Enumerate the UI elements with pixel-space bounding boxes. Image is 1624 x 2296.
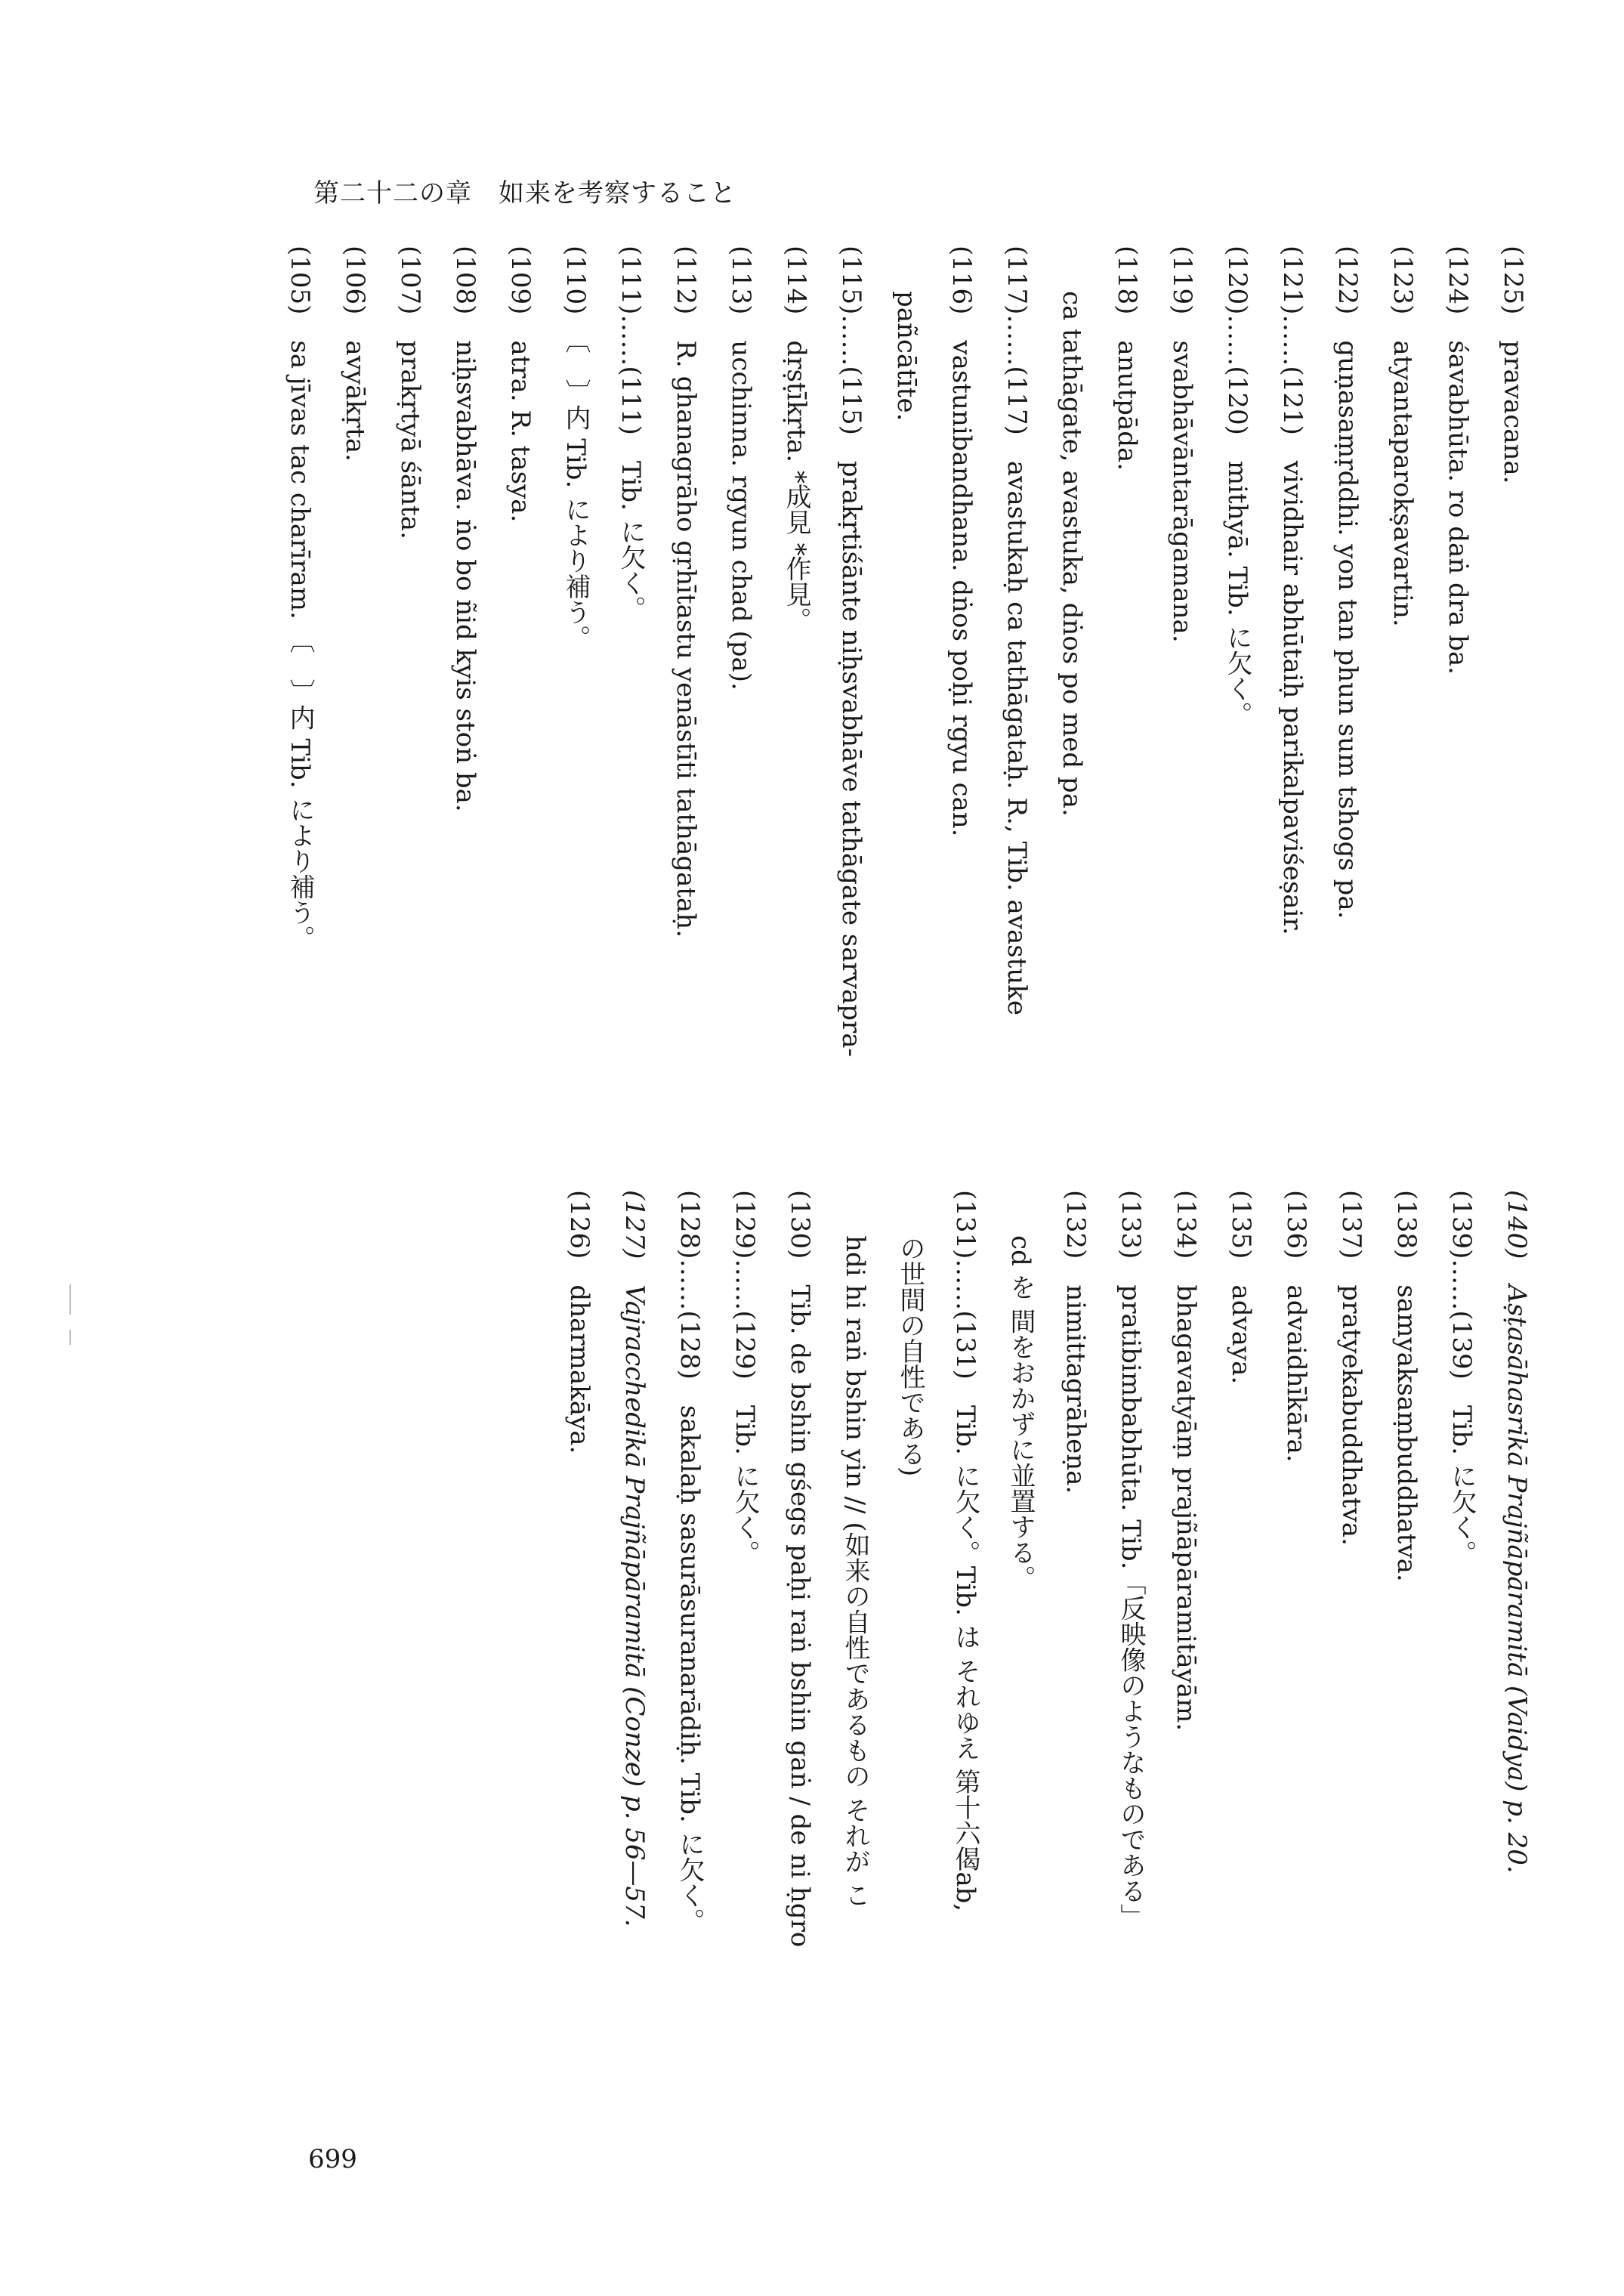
note-line: (127) Vajracchedikā Prajñāpāramitā (Conze) p. 56—57. bbox=[619, 1190, 650, 1927]
note-line: (125) pravacana. bbox=[1498, 246, 1528, 484]
note-line: (114) dṛṣṭīkṛta. *成見 *作見。 bbox=[781, 246, 811, 633]
page-number: 699 bbox=[308, 2144, 357, 2174]
note-line-continuation: pañcātīte. bbox=[891, 291, 922, 422]
note-line-continuation: ca tathāgate, avastuka, dṅos po med pa. bbox=[1057, 291, 1087, 817]
note-line: (126) dharmakāya. bbox=[564, 1190, 594, 1454]
note-line: (107) prakṛtyā śānta. bbox=[395, 246, 425, 539]
chapter-header: 第二十二の章 如来を考察すること bbox=[313, 178, 736, 209]
note-line: (123) atyantaparokṣavartin. bbox=[1388, 246, 1418, 627]
note-line: (121)……(121) vividhair abhūtaiḥ parikalpaviśeṣair. bbox=[1277, 246, 1308, 935]
note-line: (109) atra. R. tasya. bbox=[505, 246, 536, 523]
note-line-continuation: cd を 間をおかずに並置する。 bbox=[1005, 1235, 1036, 1591]
note-line: (122) guṇasaṃṛddhi. yon tan phun sum tshogs pa. bbox=[1332, 246, 1363, 919]
note-line: (124) śavabhūta. ro daṅ dra ba. bbox=[1443, 246, 1473, 675]
note-line: (119) svabhāvāntarāgamana. bbox=[1167, 246, 1197, 643]
notes-block-bottom bbox=[551, 1190, 1544, 2248]
note-line: (135) advaya. bbox=[1226, 1190, 1256, 1385]
note-line: (113) ucchinna. rgyun chad (pa). bbox=[726, 246, 756, 691]
note-line: (138) samyaksaṃbuddhatva. bbox=[1391, 1190, 1422, 1582]
note-line: (128)……(128) sakalaḥ sasurāsuranarādiḥ. Tib. に欠く。 bbox=[675, 1190, 705, 1934]
note-line: (129)……(129) Tib. に欠く。 bbox=[730, 1190, 760, 1566]
note-line: (118) anutpāda. bbox=[1112, 246, 1142, 471]
note-line: (116) vastunibandhana. dṅos poḥi rgyu can. bbox=[946, 246, 977, 837]
note-line: (132) nimittagrāheṇa. bbox=[1061, 1190, 1091, 1494]
note-line: (120)……(120) mithyā. Tib. に欠く。 bbox=[1222, 246, 1252, 728]
note-line: (133) pratibimbabhūta. Tib.「反映像のようなものである」 bbox=[1116, 1190, 1146, 1930]
note-line: (130) Tib. de bshin gśegs paḥi raṅ bshin gaṅ / de ni ḥgro bbox=[785, 1190, 815, 1948]
note-line: (111)……(111) Tib. に欠く。 bbox=[616, 246, 646, 622]
note-line: (139)……(139) Tib. に欠く。 bbox=[1446, 1190, 1477, 1566]
note-line-continuation: hdi hi raṅ bshin yin // (如来の自性であるもの それが こ bbox=[840, 1235, 870, 1908]
note-line: (112) R. ghanagrāho gṛhītastu yenāstīti tathāgataḥ. bbox=[671, 246, 701, 938]
scan-mark bbox=[69, 1330, 71, 1345]
note-line: (117)……(117) avastukaḥ ca tathāgataḥ. R., Tib. avastuke bbox=[1002, 246, 1032, 1015]
note-line: (131)……(131) Tib. に欠く。Tib. は それゆえ 第十六偈ab, bbox=[950, 1190, 980, 1912]
note-line: (136) advaidhīkāra. bbox=[1281, 1190, 1311, 1463]
note-line: (140) Aṣṭasāhasrikā Prajñāpāramitā (Vaidya) p. 20. bbox=[1502, 1190, 1532, 1874]
scan-mark bbox=[69, 1284, 71, 1315]
notes-block-top bbox=[272, 246, 1540, 1281]
note-line: (137) pratyekabuddhatva. bbox=[1336, 1190, 1366, 1546]
note-line: (106) avyākṛta. bbox=[340, 246, 370, 462]
note-line-continuation: の世間の自性である) bbox=[895, 1235, 925, 1477]
note-line: (134) bhagavatyāṃ prajñāpāramitāyām. bbox=[1171, 1190, 1201, 1732]
note-line: (108) niḥsvabhāva. ṅo bo ñid kyis stoṅ ba. bbox=[450, 246, 480, 812]
note-line: (115)……(115) prakṛtiśānte niḥsvabhāve tathāgate sarvapra- bbox=[836, 246, 866, 1058]
note-line: (105) sa jīvas tac charīram. 〔 〕内 Tib. により補う。 bbox=[285, 246, 315, 951]
note-line: (110) 〔 〕内 Tib. により補う。 bbox=[560, 246, 591, 651]
